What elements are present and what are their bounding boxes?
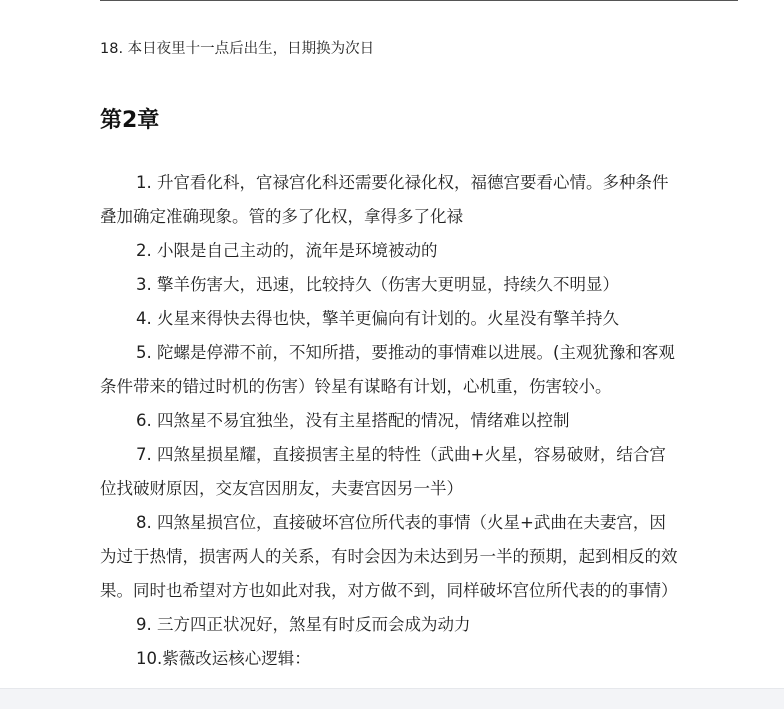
item-text: 陀螺是停滞不前，不知所措，要推动的事情难以进展。(主观犹豫和客观 xyxy=(157,343,675,362)
item-text: 三方四正状况好，煞星有时反而会成为动力 xyxy=(157,615,471,634)
item-text: 条件带来的错过时机的伤害）铃星有谋略有计划，心机重，伤害较小。 xyxy=(100,377,612,396)
list-item-7 xyxy=(100,438,758,506)
chapter-heading: 第2章 xyxy=(100,108,160,133)
item-number: 3. xyxy=(136,275,152,294)
item-number: 6. xyxy=(136,411,152,430)
item-text: 为过于热情，损害两人的关系，有时会因为未达到另一半的预期，起到相反的效 xyxy=(100,547,678,566)
chapter-content xyxy=(100,166,758,676)
note-item-18: 18. 本日夜里十一点后出生，日期换为次日 xyxy=(100,41,375,57)
list-item-1 xyxy=(100,166,758,234)
item-text: 四煞星损星耀，直接损害主星的特性（武曲+火星，容易破财，结合宫 xyxy=(157,445,666,464)
list-item-5 xyxy=(100,336,758,404)
item-number: 2. xyxy=(136,241,152,260)
item-text: 四煞星不易宜独坐，没有主星搭配的情况，情绪难以控制 xyxy=(157,411,570,430)
item-number: 8. xyxy=(136,513,152,532)
bottom-scroll-strip xyxy=(0,688,784,709)
item-number: 10. xyxy=(136,649,163,668)
item-number: 1. xyxy=(136,173,152,192)
item-number: 5. xyxy=(136,343,152,362)
item-number: 4. xyxy=(136,309,152,328)
list-item-9 xyxy=(100,608,758,642)
item-text: 小限是自己主动的，流年是环境被动的 xyxy=(157,241,438,260)
list-item-4 xyxy=(100,302,758,336)
list-item-2 xyxy=(100,234,758,268)
list-item-8 xyxy=(100,506,758,608)
item-text: 升官看化科，官禄宫化科还需要化禄化权，福德宫要看心情。多种条件 xyxy=(157,173,669,192)
item-text: 四煞星损宫位，直接破坏宫位所代表的事情（火星+武曲在夫妻宫，因 xyxy=(157,513,666,532)
list-item-6 xyxy=(100,404,758,438)
list-item-3 xyxy=(100,268,758,302)
item-text: 紫薇改运核心逻辑： xyxy=(162,649,311,668)
item-text: 擎羊伤害大，迅速，比较持久（伤害大更明显，持续久不明显） xyxy=(157,275,619,294)
list-item-10 xyxy=(100,642,758,676)
item-number: 9. xyxy=(136,615,152,634)
item-text: 火星来得快去得也快，擎羊更偏向有计划的。火星没有擎羊持久 xyxy=(157,309,619,328)
item-number: 7. xyxy=(136,445,152,464)
item-text: 叠加确定准确现象。管的多了化权，拿得多了化禄 xyxy=(100,207,463,226)
item-text: 位找破财原因，交友宫因朋友，夫妻宫因另一半） xyxy=(100,479,463,498)
item-text: 果。同时也希望对方也如此对我，对方做不到，同样破坏宫位所代表的的事情） xyxy=(100,581,678,600)
top-divider xyxy=(100,0,738,1)
